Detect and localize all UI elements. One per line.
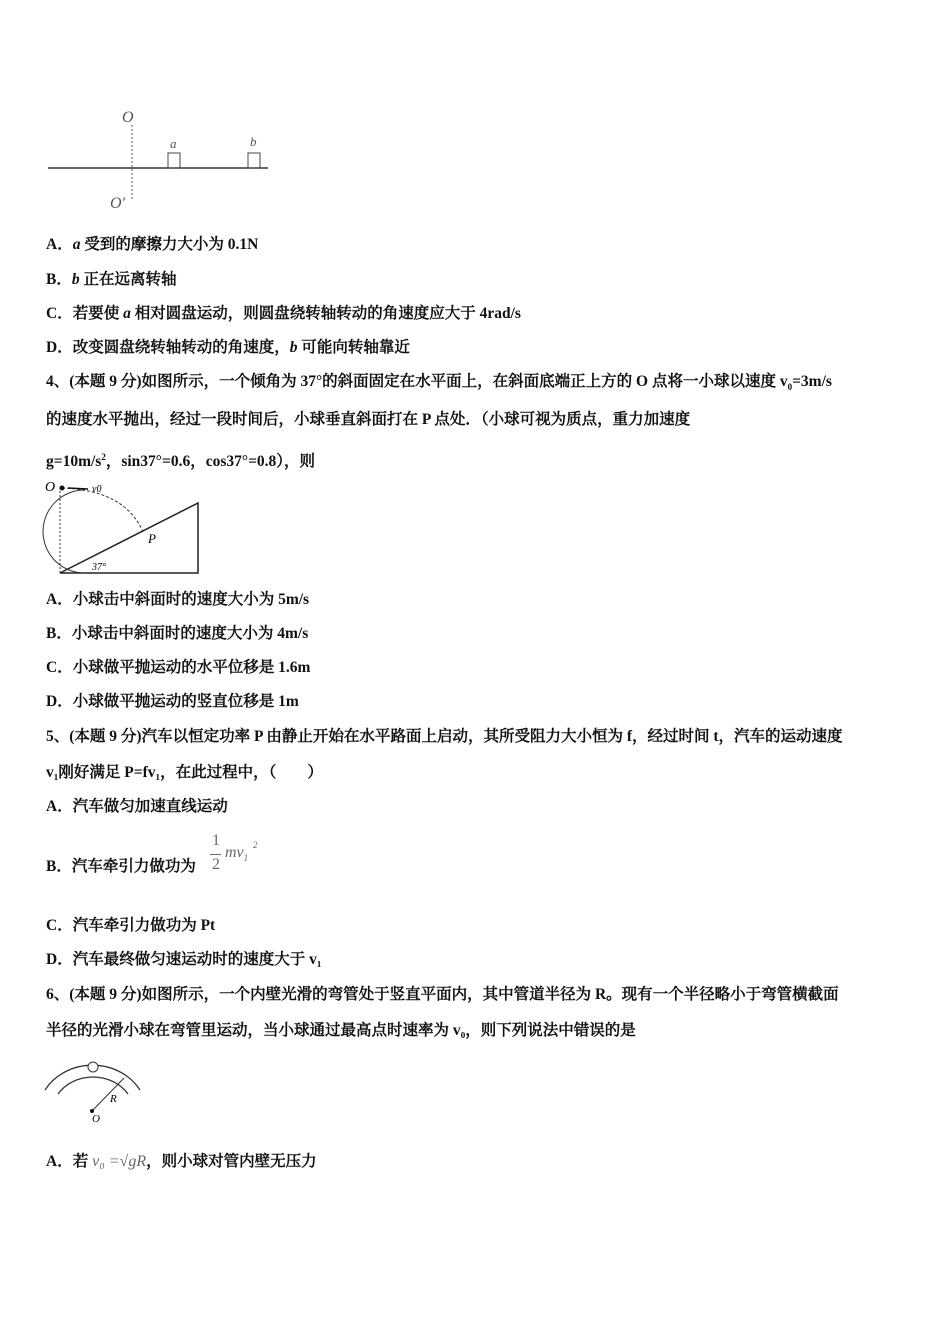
label-o: O xyxy=(92,1113,100,1123)
q4-option-d[interactable]: D．小球做平抛运动的竖直位移是 1m xyxy=(46,693,299,710)
q4-option-a[interactable]: A．小球击中斜面时的速度大小为 5m/s xyxy=(46,591,310,608)
label-p: P xyxy=(148,531,156,546)
q6-stem-line2: 半径的光滑小球在弯管里运动，当小球通过最高点时速率为 v₀，则下列说法中错误的是 xyxy=(46,1022,636,1039)
label-o-prime: O′ xyxy=(110,195,126,212)
q4-stem-line1: 4、(本题 9 分)如图所示，一个倾角为 37°的斜面固定在水平面上，在斜面底端正上方的 O 点将一小球以速度 $v_0=3m/s$ xyxy=(46,373,832,393)
q4-stem-line2: 的速度水平抛出，经过一段时间后，小球垂直斜面打在 P 点处．（小球可视为质点，重力加速度 xyxy=(46,411,691,428)
q5-option-b[interactable]: B．汽车牵引力做功为 xyxy=(46,858,196,875)
q3-option-c[interactable]: C．若要使 a 相对圆盘运动，则圆盘绕转轴转动的角速度应大于 4rad/s xyxy=(46,305,521,322)
label-o: O xyxy=(45,480,56,495)
figure-bent-tube xyxy=(40,1058,150,1123)
q6-option-a[interactable]: A．若 v₀ =√gR，则小球对管内壁无压力 xyxy=(46,1153,317,1170)
q5-stem-line1: 5、(本题 9 分)汽车以恒定功率 P 由静止开始在水平路面上启动，其所受阻力大小恒为 f，经过时间 t，汽车的运动速度 xyxy=(46,728,843,745)
document-page: O O′ a b A．a 受到的摩擦力大小为 0.1N B．b 正在远离转轴 C．若要使 a 相对圆盘运动，则圆盘绕转轴转动的角速度应大于 4rad/s D．改变圆盘绕转轴转动的角速度，b 可能向转轴靠近 4、(本题 9 分)如图所示，一个倾角为 37°的斜面固定在水平面上，在斜面底端正上方的 O 点将一小球以速度 $v_0=3m/s$ 的速度水平抛出，经过一段时间后，小球垂直斜面打在 P 点处．（小球可视为质点，重力加速度 $g=10m/s^2$，sin37°=0.6，cos37°=0.8），则 O v0 P 37° A．小球击中斜面时的速度大小为 5m/s B．小球击中斜面时的速度大小为 4m/s C．小球做平抛运动的水平位移是 1.6m D．小球做平抛运动的竖直位移是 1m 5、(本题 9 分)汽车以恒定功率 P 由静止开始在水平路面上启动，其所受阻力大小恒为 f，经过时间 t，汽车的运动速度 v₁刚好满足 P=fv₁，在此过程中，（ ） A．汽车做匀加速直线运动 B．汽车牵引力做功为 1 2 $mv_1$ 2 C．汽车牵引力做功为 Pt D．汽车最终做匀速运动时的速度大于 v₁ 6、(本题 9 分)如图所示，一个内壁光滑的弯管处于竖直平面内，其中管道半径为 R。现有一个半径略小于弯管横截面 半径的光滑小球在弯管里运动，当小球通过最高点时速率为 v₀，则下列说法中错误的是 R O A．若 v₀ =√gR，则小球对管内壁无压力 xyxy=(0,0,950,1344)
q4-option-c[interactable]: C．小球做平抛运动的水平位移是 1.6m xyxy=(46,659,311,676)
q4-stem-line3: $g=10m/s^2$，sin37°=0.6，cos37°=0.8），则 xyxy=(46,452,316,471)
label-a: a xyxy=(170,136,177,151)
q5-option-d[interactable]: D．汽车最终做匀速运动时的速度大于 v₁ xyxy=(46,951,322,968)
label-angle: 37° xyxy=(92,562,106,573)
figure-turntable xyxy=(40,100,280,215)
label-r: R xyxy=(110,1093,117,1105)
q5-stem-line2: v₁刚好满足 P=fv₁，在此过程中，（ ） xyxy=(46,764,323,781)
q4-option-b[interactable]: B．小球击中斜面时的速度大小为 4m/s xyxy=(46,625,309,642)
q3-option-a[interactable]: A．a 受到的摩擦力大小为 0.1N xyxy=(46,236,259,253)
q5-option-a[interactable]: A．汽车做匀加速直线运动 xyxy=(46,798,228,815)
label-v0: v0 xyxy=(92,484,102,495)
q6-stem-line1: 6、(本题 9 分)如图所示，一个内壁光滑的弯管处于竖直平面内，其中管道半径为 R。现有一个半径略小于弯管横截面 xyxy=(46,986,839,1003)
label-o: O xyxy=(122,109,134,126)
q3-option-d[interactable]: D．改变圆盘绕转轴转动的角速度，b 可能向转轴靠近 xyxy=(46,339,410,356)
q5-option-c[interactable]: C．汽车牵引力做功为 Pt xyxy=(46,917,216,934)
q3-option-b[interactable]: B．b 正在远离转轴 xyxy=(46,271,177,288)
figure-incline xyxy=(40,475,210,580)
label-b: b xyxy=(250,134,257,149)
